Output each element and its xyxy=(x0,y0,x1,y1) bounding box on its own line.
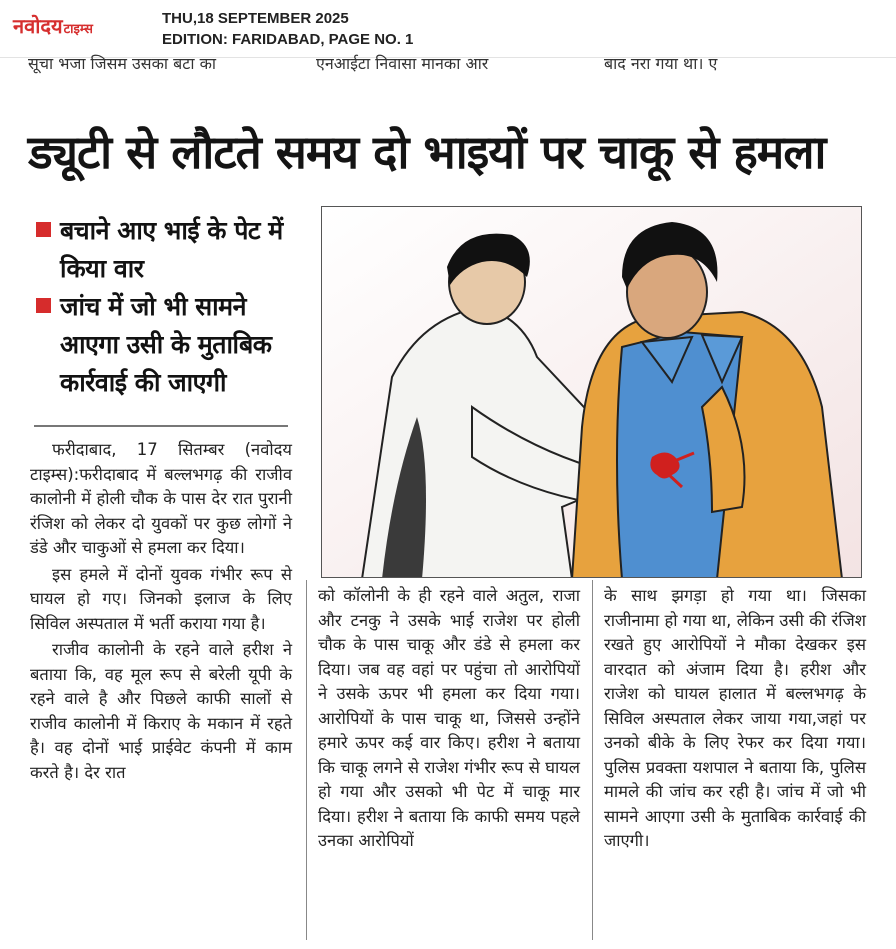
cut-line-right: बाद नरा गया था। ए xyxy=(604,54,718,73)
issue-date: THU,18 SEPTEMBER 2025 xyxy=(162,10,349,27)
headline: ड्यूटी से लौटते समय दो भाइयों पर चाकू से हमला xyxy=(28,125,826,179)
article-column-2 xyxy=(318,584,580,854)
illustration-stabbing xyxy=(321,206,862,578)
article-paragraph: के साथ झगड़ा हो गया था। जिसका राजीनामा हो गया था, लेकिन उसी की रंजिश रखते हुए आरोपियों ने मौका देखकर इस वारदात को अंजाम दिया है। हरीश और राजेश को घायल हालात में बल्लभगढ़ के सिविल अस्पताल लेकर जाया गया,जहां पर उनको बीके के लिए रेफर कर दिया गया। पुलिस प्रवक्ता यशपाल ने बताया कि, पुलिस मामले की जांच कर रही है। जांच में जो भी सामने आएगा उसी के मुताबिक कार्रवाई की जाएगी। xyxy=(604,586,866,850)
square-bullet-icon xyxy=(36,298,51,313)
article-paragraph: राजीव कालोनी के रहने वाले हरीश ने बताया कि, वह मूल रूप से बरेली यूपी के रहने वाले है और पिछले काफी सालों से राजीव कालोनी में किराए के मकान में रहते है। वह दोनों भाई प्राईवेट कंपनी में काम करते है। देर रात xyxy=(30,640,292,782)
cut-line-left: सूचा भजा जिसम उसका बटा का xyxy=(28,54,217,73)
edition-page: EDITION: FARIDABAD, PAGE NO. 1 xyxy=(162,31,414,48)
article-paragraph: इस हमले में दोनों युवक गंभीर रूप से घायल हो गए। जिनको इलाज के लिए सिविल अस्पताल में भर्ती कराया गया है। xyxy=(30,564,292,633)
logo-sub: टाइम्स xyxy=(63,22,93,37)
logo-main: नवोदय xyxy=(13,14,63,38)
masthead xyxy=(0,0,896,58)
edition-info xyxy=(162,8,413,50)
attack-illustration-icon xyxy=(322,207,862,578)
divider xyxy=(34,425,288,427)
newspaper-logo[interactable] xyxy=(13,12,93,39)
subheads xyxy=(34,212,294,402)
column-divider xyxy=(306,580,307,940)
square-bullet-icon xyxy=(36,222,51,237)
subhead-item: जांच में जो भी सामने आएगा उसी के मुताबिक कार्रवाई की जाएगी xyxy=(34,288,294,402)
article-column-1 xyxy=(30,436,292,785)
article-paragraph: फरीदाबाद, 17 सितम्बर (नवोदय टाइम्स):फरीदाबाद में बल्लभगढ़ की राजीव कालोनी में होली चौक के पास देर रात पुरानी रंजिश को लेकर दो युवकों पर कुछ लोगों ने डंडे और चाकुओं से हमला कर दिया। xyxy=(30,440,292,557)
subhead-item: बचाने आए भाई के पेट में किया वार xyxy=(34,212,294,288)
article-column-3 xyxy=(604,584,866,854)
column-divider xyxy=(592,580,593,940)
cut-line-middle: एनआईटा निवासा मानका आर xyxy=(316,54,489,73)
article-paragraph: को कॉलोनी के ही रहने वाले अतुल, राजा और टनकु ने उसके भाई राजेश पर होली चौक के पास चाकू और डंडे से हमला कर दिया। जब वह वहां पर पहुंचा तो आरोपियों ने उसके ऊपर भी हमला कर दिया गया। आरोपियों के पास चाकू था, जिससे उन्होंने हमारे ऊपर कई वार किए। हरीश ने बताया कि चाकू लगने से राजेश गंभीर रूप से घायल हो गया और उसको भी पेट में चाकू मार दिया। हरीश ने बताया कि काफी समय पहले उनका आरोपियों xyxy=(318,586,580,850)
